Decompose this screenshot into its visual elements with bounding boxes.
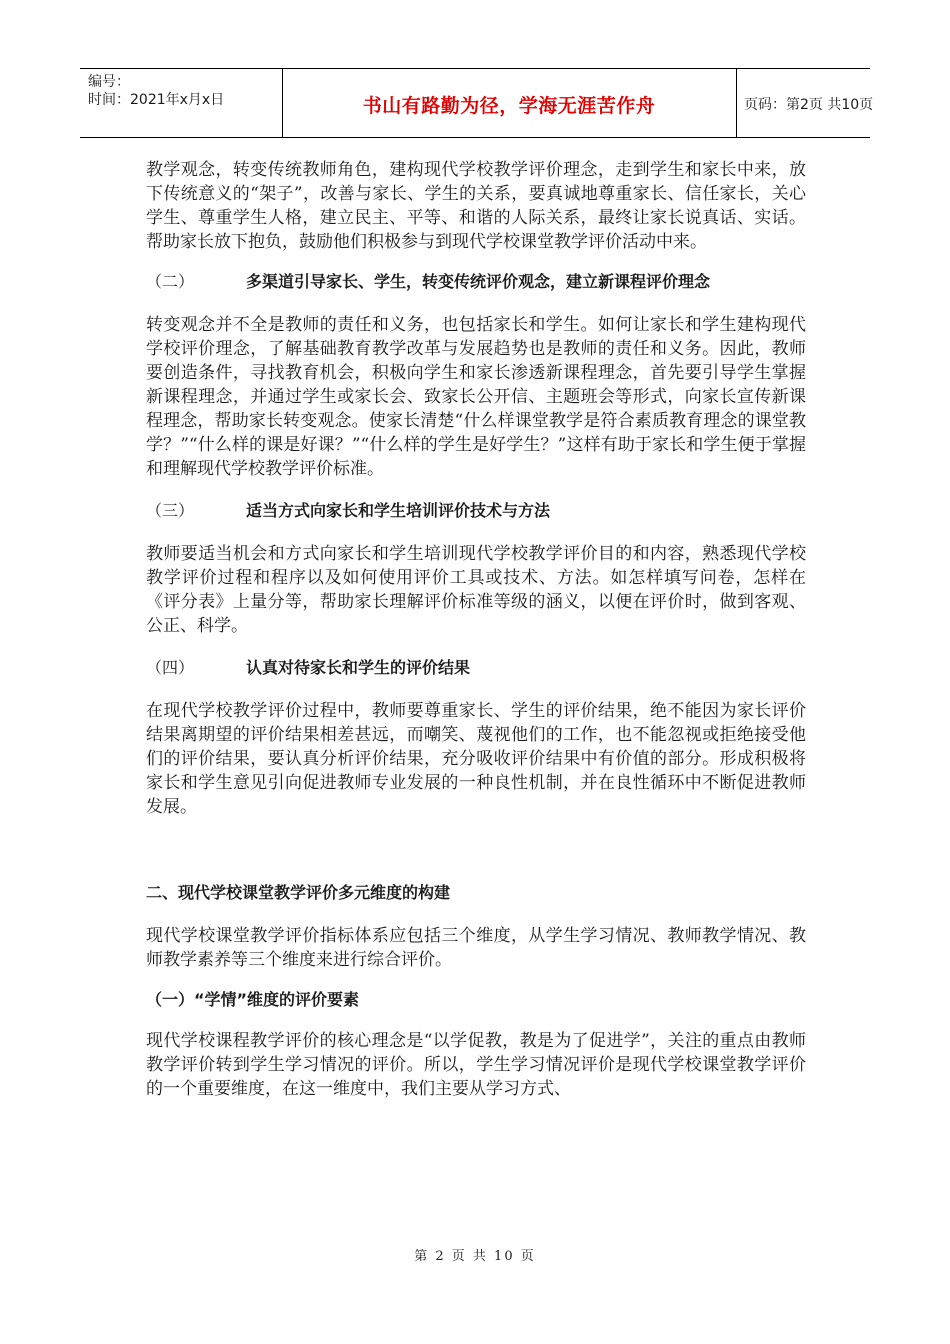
header-meta-cell [80, 69, 283, 137]
heading-3-title: 适当方式向家长和学生培训评价技术与方法 [246, 501, 551, 520]
header-motto-cell [282, 69, 737, 137]
heading-4-number: （四） [146, 658, 195, 677]
paragraph-5: 现代学校课堂教学评价指标体系应包括三个维度，从学生学习情况、教师教学情况、教师教学素养等三个维度来进行综合评价。 [146, 926, 806, 970]
heading-5 [146, 988, 806, 1012]
date-line: 时间：2021年x月x日 [88, 92, 225, 108]
page-info: 页码：第2页 共10页 [744, 97, 874, 113]
paragraph-6: 现代学校课程教学评价的核心理念是“以学促教，教是为了促进学”，关注的重点由教师教学评价转到学生学习情况的评价。所以，学生学习情况评价是现代学校课堂教学评价的一个重要维度，在这一维度中，我们主要从学习方式、 [146, 1031, 806, 1099]
motto: 书山有路勤为径，学海无涯苦作舟 [362, 95, 656, 117]
page-footer: 第 2 页 共 10 页 [414, 1249, 536, 1264]
heading-2-number: （二） [146, 272, 195, 291]
heading-3 [146, 499, 806, 523]
document-body [146, 158, 806, 1101]
heading-4 [146, 656, 806, 680]
code-label: 编号： [88, 74, 130, 90]
heading-2 [146, 270, 806, 294]
paragraph-2: 转变观念并不全是教师的责任和义务，也包括家长和学生。如何让家长和学生建构现代学校评价理念，了解基础教育教学改革与发展趋势也是教师的责任和义务。因此，教师要创造条件，寻找教育机会，积极向学生和家长渗透新课程理念，首先要引导学生掌握新课程理念，并通过学生或家长会、致家长公开信、主题班会等形式，向家长宣传新课程理念，帮助家长转变观念。使家长清楚“什么样课堂教学是符合素质教育理念的课堂教学？”“什么样的课是好课？”“什么样的学生是好学生？”这样有助于家长和学生便于掌握和理解现代学校教学评价标准。 [146, 315, 806, 479]
paragraph-3: 教师要适当机会和方式向家长和学生培训现代学校教学评价目的和内容，熟悉现代学校教学评价过程和程序以及如何使用评价工具或技术、方法。如怎样填写问卷，怎样在《评分表》上量分等，帮助家长理解评价标准等级的涵义，以便在评价时，做到客观、公正、科学。 [146, 544, 806, 636]
heading-2-title: 多渠道引导家长、学生，转变传统评价观念，建立新课程评价理念 [246, 272, 711, 291]
heading-3-number: （三） [146, 501, 195, 520]
heading-4-title: 认真对待家长和学生的评价结果 [246, 658, 471, 677]
heading-5-number: （一） [146, 990, 195, 1009]
section-2-title: 二、现代学校课堂教学评价多元维度的构建 [146, 883, 451, 902]
paragraph-1: 教学观念，转变传统教师角色，建构现代学校教学评价理念，走到学生和家长中来，放下传统意义的“架子”，改善与家长、学生的关系，要真诚地尊重家长、信任家长，关心学生、尊重学生人格，建立民主、平等、和谐的人际关系，最终让家长说真话、实话。帮助家长放下抱负，鼓励他们积极参与到现代学校课堂教学评价活动中来。 [146, 160, 806, 252]
page-header [80, 68, 874, 138]
heading-5-title: “学情”维度的评价要素 [194, 990, 360, 1009]
header-page-cell [736, 69, 874, 137]
paragraph-4: 在现代学校教学评价过程中，教师要尊重家长、学生的评价结果，绝不能因为家长评价结果离期望的评价结果相差甚远，而嘲笑、蔑视他们的工作，也不能忽视或拒绝接受他们的评价结果，要认真分析评价结果，充分吸收评价结果中有价值的部分。形成积极将家长和学生意见引向促进教师专业发展的一种良性机制，并在良性循环中不断促进教师发展。 [146, 701, 806, 817]
